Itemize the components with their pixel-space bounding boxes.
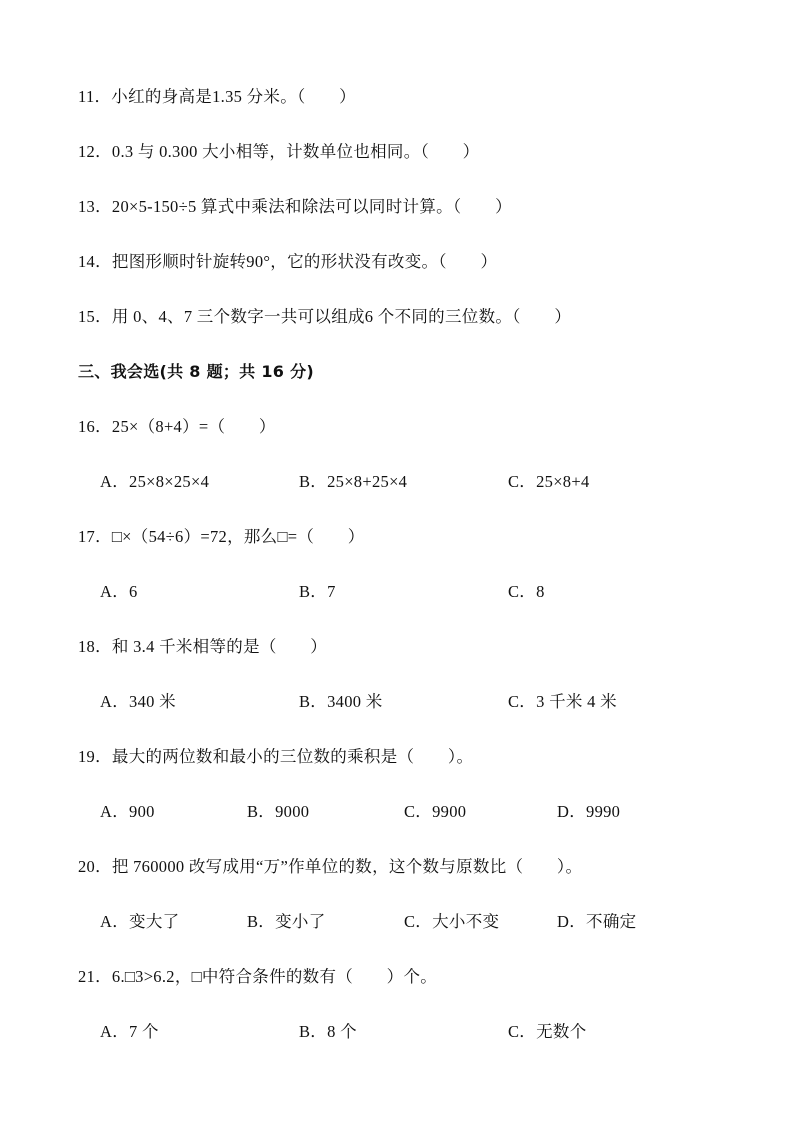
- question-21: 21．6.□3>6.2，□中符合条件的数有（ ）个。: [78, 967, 438, 986]
- question-18: 18．和 3.4 千米相等的是（ ）: [78, 637, 328, 656]
- q21-option-b: B．8 个: [299, 1022, 357, 1041]
- q17-option-c: C．8: [508, 582, 545, 601]
- question-11: 11．小红的身高是1.35 分米。（ ）: [78, 87, 356, 106]
- q21-option-a: A．7 个: [100, 1022, 159, 1041]
- q20-option-a: A．变大了: [100, 912, 180, 931]
- question-19: 19．最大的两位数和最小的三位数的乘积是（ ）。: [78, 747, 474, 766]
- question-15: 15．用 0、4、7 三个数字一共可以组成6 个不同的三位数。（ ）: [78, 307, 572, 326]
- q19-option-d: D．9990: [557, 802, 621, 821]
- q16-option-b: B．25×8+25×4: [299, 472, 408, 491]
- question-17: 17．□×（54÷6）=72，那么□=（ ）: [78, 527, 365, 546]
- q17-option-a: A．6: [100, 582, 138, 601]
- q18-option-c: C．3 千米 4 米: [508, 692, 617, 711]
- q16-option-c: C．25×8+4: [508, 472, 590, 491]
- q18-option-b: B．3400 米: [299, 692, 383, 711]
- q20-option-d: D．不确定: [557, 912, 637, 931]
- q21-option-c: C．无数个: [508, 1022, 587, 1041]
- q16-option-a: A．25×8×25×4: [100, 472, 210, 491]
- q20-option-b: B．变小了: [247, 912, 326, 931]
- section-3-heading: 三、我会选(共 8 题；共 16 分): [78, 362, 315, 381]
- q20-option-c: C．大小不变: [404, 912, 500, 931]
- q18-option-a: A．340 米: [100, 692, 176, 711]
- q19-option-c: C．9900: [404, 802, 467, 821]
- q19-option-a: A．900: [100, 802, 155, 821]
- question-16: 16．25×（8+4）=（ ）: [78, 417, 276, 436]
- question-20: 20．把 760000 改写成用“万”作单位的数，这个数与原数比（ ）。: [78, 857, 583, 876]
- question-14: 14．把图形顺时针旋转90°，它的形状没有改变。（ ）: [78, 252, 498, 271]
- q17-option-b: B．7: [299, 582, 336, 601]
- question-13: 13．20×5-150÷5 算式中乘法和除法可以同时计算。（ ）: [78, 197, 512, 216]
- question-12: 12．0.3 与 0.300 大小相等，计数单位也相同。（ ）: [78, 142, 480, 161]
- q19-option-b: B．9000: [247, 802, 310, 821]
